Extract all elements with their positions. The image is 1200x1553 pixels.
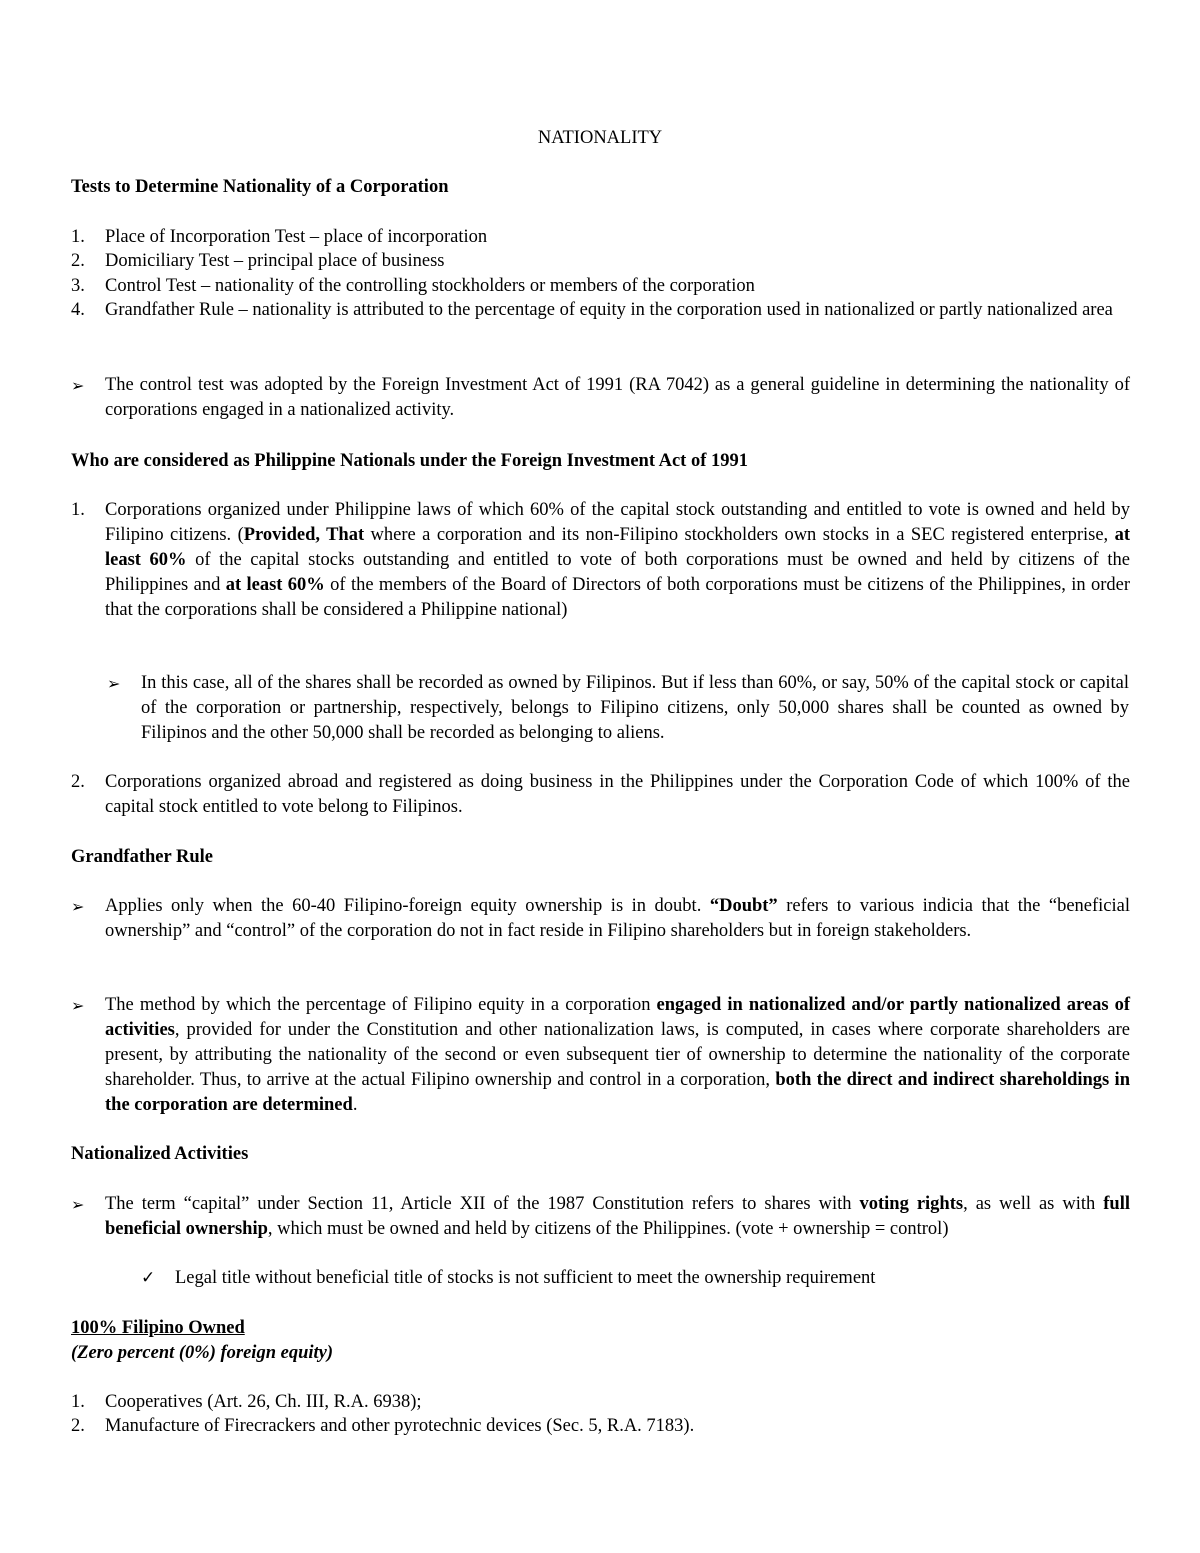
list-number: 2. xyxy=(71,251,85,271)
arrow-bullet-icon: ➢ xyxy=(71,1195,85,1214)
list-number: 4. xyxy=(71,300,85,320)
list-text: Domiciliary Test – principal place of business xyxy=(105,251,445,271)
bullet-text: In this case, all of the shares shall be recorded as owned by Filipinos. But if less than 60%, or say, 50% of the capital stock or capital of the corporation or partnership, respectively, belongs to Filipino citizens, only 50,000 shares shall be counted as owned by Filipinos and the other 50,000 shall be recorded as belonging to aliens. xyxy=(141,673,1129,743)
bullet-text: Applies only when the 60-40 Filipino-foreign equity ownership is in doubt. “Doubt” refers to various indicia that the “beneficial ownership” and “control” of the corporation do not in fact reside in Filipino shareholders but in foreign stakeholders. xyxy=(105,896,1130,941)
list-text: Place of Incorporation Test – place of incorporation xyxy=(105,227,488,247)
list-number: 1. xyxy=(71,227,85,247)
bullet-text: The method by which the percentage of Filipino equity in a corporation engaged in nationalized and/or partly nationalized areas of activities, provided for under the Constitution and other nationalization laws, is computed, in cases where corporate shareholders are present, by attributing the nationality of the second or even subsequent tier of ownership to determine the nationality of the corporate shareholder. Thus, to arrive at the actual Filipino ownership and control in a corporation, both the direct and indirect shareholdings in the corporation are determined. xyxy=(105,995,1130,1115)
section-subheading: (Zero percent (0%) foreign equity) xyxy=(71,1343,334,1363)
arrow-bullet-icon: ➢ xyxy=(71,897,85,916)
list-text: Cooperatives (Art. 26, Ch. III, R.A. 6938); xyxy=(105,1392,422,1412)
section-heading-philippine-nationals: Who are considered as Philippine Nationals under the Foreign Investment Act of 1991 xyxy=(71,451,748,471)
list-number: 2. xyxy=(71,1416,85,1436)
arrow-bullet-icon: ➢ xyxy=(71,376,85,395)
section-heading-filipino-owned: 100% Filipino Owned xyxy=(71,1318,245,1338)
section-heading-grandfather-rule: Grandfather Rule xyxy=(71,847,214,867)
arrow-bullet-icon: ➢ xyxy=(107,674,121,693)
list-text: Manufacture of Firecrackers and other pyrotechnic devices (Sec. 5, R.A. 7183). xyxy=(105,1416,695,1436)
checkmark-icon: ✓ xyxy=(141,1268,156,1288)
page-title: NATIONALITY xyxy=(537,128,663,148)
list-text: Grandfather Rule – nationality is attributed to the percentage of equity in the corporation used in nationalized or partly nationalized area xyxy=(105,300,1113,320)
list-number: 3. xyxy=(71,276,85,296)
section-heading-nationalized-activities: Nationalized Activities xyxy=(71,1144,249,1164)
arrow-bullet-icon: ➢ xyxy=(71,996,85,1015)
list-number: 2. xyxy=(71,772,85,792)
section-heading-tests: Tests to Determine Nationality of a Corporation xyxy=(71,177,449,197)
list-number: 1. xyxy=(71,500,85,520)
bullet-text: The control test was adopted by the Foreign Investment Act of 1991 (RA 7042) as a general guideline in determining the nationality of corporations engaged in a nationalized activity. xyxy=(105,375,1130,420)
bullet-text: The term “capital” under Section 11, Article XII of the 1987 Constitution refers to shares with voting rights, as well as with full beneficial ownership, which must be owned and held by citizens of the Philippines. (vote + ownership = control) xyxy=(105,1194,1130,1239)
list-text: Control Test – nationality of the controlling stockholders or members of the corporation xyxy=(105,276,755,296)
list-number: 1. xyxy=(71,1392,85,1412)
list-text: Corporations organized under Philippine laws of which 60% of the capital stock outstanding and entitled to vote is owned and held by Filipino citizens. (Provided, That where a corporation and its non-Filipino stockholders own stocks in a SEC registered enterprise, at least 60% of the capital stocks outstanding and entitled to vote of both corporations must be owned and held by citizens of the Philippines and at least 60% of the members of the Board of Directors of both corporations must be citizens of the Philippines, in order that the corporations shall be considered a Philippine national) xyxy=(105,500,1131,620)
check-text: Legal title without beneficial title of stocks is not sufficient to meet the ownership requirement xyxy=(175,1268,876,1288)
list-text: Corporations organized abroad and registered as doing business in the Philippines under the Corporation Code of which 100% of the capital stock entitled to vote belong to Filipinos. xyxy=(105,772,1130,817)
